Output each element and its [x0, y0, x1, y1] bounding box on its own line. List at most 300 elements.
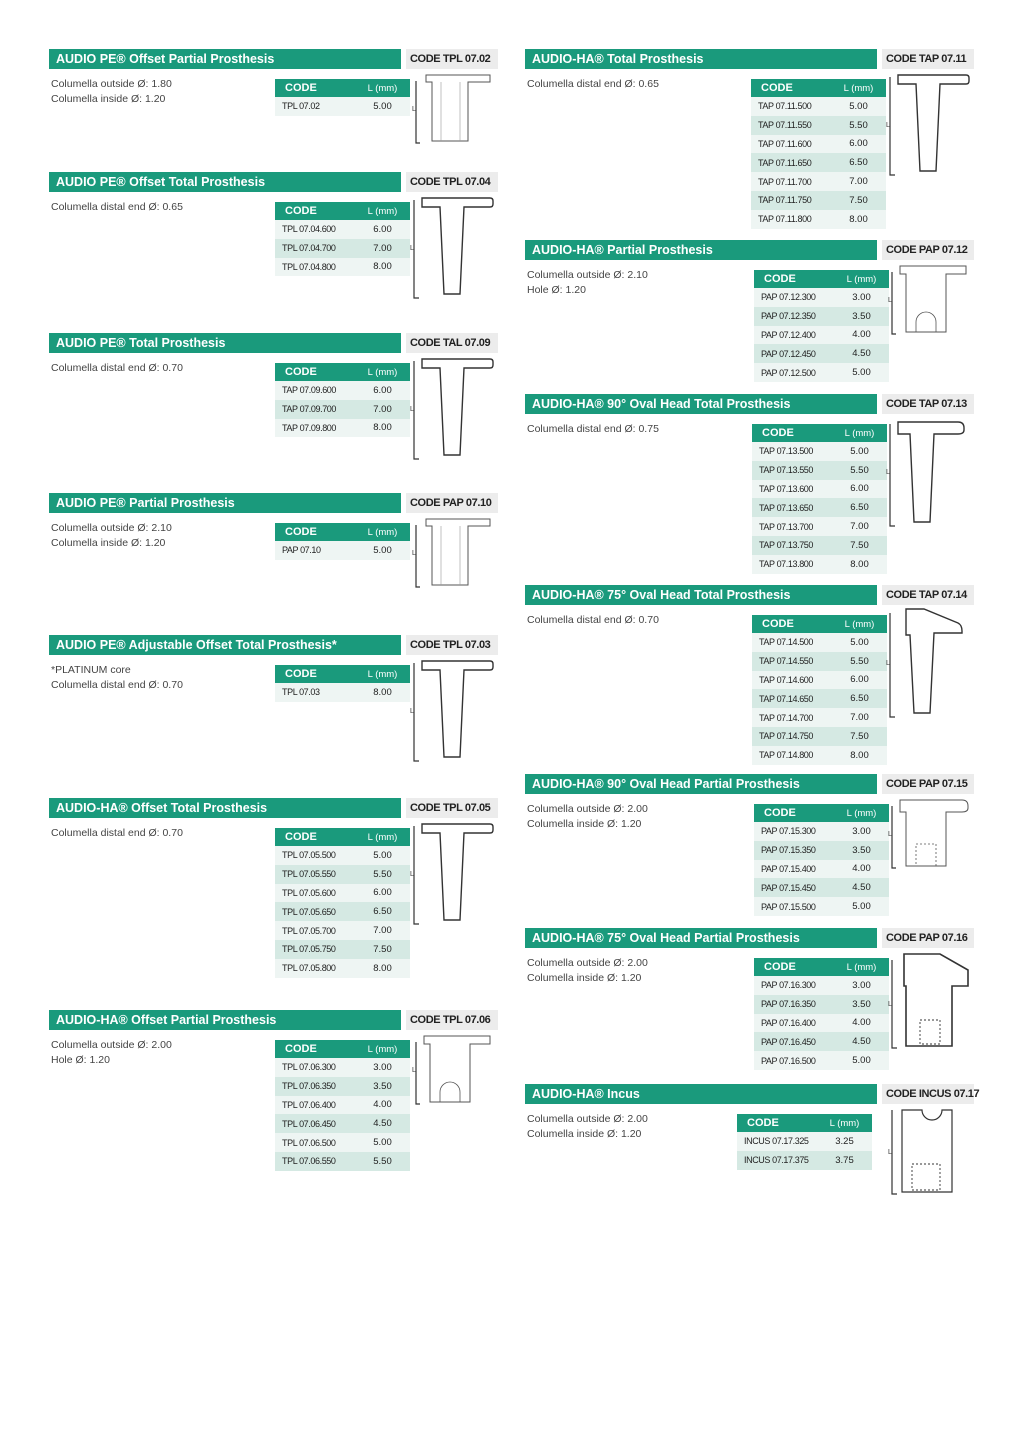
description-line: Columella distal end Ø: 0.65 — [527, 78, 659, 90]
product-code-cell: TPL 07.06.550 — [275, 1152, 355, 1171]
table-row — [754, 841, 889, 860]
description-line: Hole Ø: 1.20 — [527, 283, 586, 296]
table-row — [275, 239, 410, 258]
section-title: AUDIO PE® Total Prosthesis — [49, 333, 401, 353]
partial-hole-prosthesis-drawing — [406, 1032, 498, 1112]
code-length-table — [752, 615, 887, 765]
section-title: AUDIO-HA® Partial Prosthesis — [525, 240, 877, 260]
table-row — [752, 536, 887, 555]
code-column-header: CODE — [275, 202, 355, 220]
product-code-cell: TPL 07.06.500 — [275, 1133, 355, 1152]
length-cell: 4.00 — [834, 326, 889, 345]
description-line: Columella distal end Ø: 0.75 — [527, 423, 659, 435]
length-cell: 6.00 — [355, 884, 410, 903]
length-column-header: L (mm) — [355, 79, 410, 97]
length-cell: 5.50 — [355, 865, 410, 884]
length-cell: 5.50 — [831, 116, 886, 135]
dimension-label: L — [412, 106, 416, 113]
code-length-table — [737, 1114, 872, 1170]
code-column-header: CODE — [752, 615, 832, 633]
length-cell: 5.00 — [832, 442, 887, 461]
code-column-header: CODE — [751, 79, 831, 97]
technical-drawing — [406, 194, 498, 306]
product-code-cell: PAP 07.10 — [275, 541, 355, 560]
code-length-table — [275, 202, 410, 276]
technical-drawing — [882, 1106, 974, 1196]
dimension-label: L — [886, 660, 890, 667]
technical-drawing — [406, 71, 498, 151]
table-row — [275, 381, 410, 400]
section-title: AUDIO PE® Adjustable Offset Total Prosthesis* — [49, 635, 401, 655]
product-code-cell: INCUS 07.17.375 — [737, 1151, 817, 1170]
dimension-label: L — [410, 406, 414, 413]
length-cell: 4.50 — [834, 1032, 889, 1051]
length-cell: 5.00 — [355, 1133, 410, 1152]
length-cell: 5.00 — [834, 363, 889, 382]
product-code-cell: TAP 07.11.650 — [751, 153, 831, 172]
length-cell: 7.50 — [832, 727, 887, 746]
length-column-header: L (mm) — [831, 79, 886, 97]
code-length-table — [754, 270, 889, 382]
dimension-label: L — [412, 550, 416, 557]
table-row — [754, 326, 889, 345]
length-cell: 3.75 — [817, 1151, 872, 1170]
table-row — [752, 498, 887, 517]
code-length-table — [275, 665, 410, 702]
code-column-header: CODE — [754, 958, 834, 976]
technical-drawing — [406, 657, 498, 769]
length-cell: 4.50 — [834, 344, 889, 363]
dimension-label: L — [888, 297, 892, 304]
technical-drawing — [406, 515, 498, 595]
description-line: Columella distal end Ø: 0.70 — [51, 827, 183, 839]
dimension-label: L — [412, 1067, 416, 1074]
table-row — [754, 1014, 889, 1033]
total-prosthesis-drawing — [406, 820, 498, 932]
product-code-cell: PAP 07.16.350 — [754, 995, 834, 1014]
description-line: Columella inside Ø: 1.20 — [527, 817, 642, 830]
product-code-cell: TAP 07.14.500 — [752, 633, 832, 652]
product-code-cell: TAP 07.09.600 — [275, 381, 355, 400]
product-code-cell: PAP 07.16.400 — [754, 1014, 834, 1033]
table-row — [752, 671, 887, 690]
partial-prosthesis-drawing — [406, 515, 498, 595]
length-cell: 7.00 — [355, 921, 410, 940]
technical-drawing — [406, 820, 498, 932]
length-cell: 4.50 — [355, 1114, 410, 1133]
dimension-label: L — [888, 831, 892, 838]
product-code-cell: TAP 07.14.600 — [752, 671, 832, 690]
section-code: CODE TPL 07.05 — [406, 798, 498, 818]
table-row — [754, 307, 889, 326]
section-title: AUDIO-HA® Incus — [525, 1084, 877, 1104]
product-code-cell: TAP 07.11.500 — [751, 97, 831, 116]
section-code: CODE INCUS 07.17 — [882, 1084, 974, 1104]
table-row — [752, 517, 887, 536]
section-description — [527, 613, 659, 628]
product-code-cell: PAP 07.12.350 — [754, 307, 834, 326]
table-row — [275, 846, 410, 865]
section-description — [51, 663, 183, 692]
description-line: Columella distal end Ø: 0.65 — [51, 201, 183, 213]
section-title: AUDIO PE® Offset Partial Prosthesis — [49, 49, 401, 69]
section-description — [51, 521, 172, 550]
table-row — [275, 97, 410, 116]
section-description — [51, 77, 172, 106]
length-cell: 6.00 — [355, 381, 410, 400]
product-code-cell: TPL 07.05.800 — [275, 959, 355, 978]
length-cell: 4.00 — [355, 1096, 410, 1115]
length-cell: 3.00 — [355, 1058, 410, 1077]
code-column-header: CODE — [275, 523, 355, 541]
product-code-cell: PAP 07.16.500 — [754, 1051, 834, 1070]
table-row — [751, 116, 886, 135]
table-row — [737, 1132, 872, 1151]
description-line: Columella inside Ø: 1.20 — [51, 536, 166, 549]
section-description — [51, 826, 183, 841]
section-description — [51, 200, 183, 215]
dimension-label: L — [410, 708, 414, 715]
product-code-cell: TAP 07.13.500 — [752, 442, 832, 461]
total-prosthesis-drawing — [406, 657, 498, 769]
table-row — [754, 288, 889, 307]
length-cell: 7.00 — [355, 239, 410, 258]
section-code: CODE TPL 07.04 — [406, 172, 498, 192]
description-line: Columella outside Ø: 2.00 — [527, 1113, 648, 1125]
product-code-cell: TAP 07.14.700 — [752, 708, 832, 727]
section-code: CODE PAP 07.10 — [406, 493, 498, 513]
table-row — [737, 1151, 872, 1170]
code-column-header: CODE — [275, 363, 355, 381]
product-code-cell: TPL 07.06.400 — [275, 1096, 355, 1115]
table-row — [275, 1133, 410, 1152]
length-cell: 8.00 — [355, 959, 410, 978]
section-code: CODE TPL 07.02 — [406, 49, 498, 69]
table-row — [751, 153, 886, 172]
code-column-header: CODE — [737, 1114, 817, 1132]
product-code-cell: PAP 07.12.450 — [754, 344, 834, 363]
length-cell: 5.00 — [355, 846, 410, 865]
table-row — [754, 897, 889, 916]
section-title: AUDIO PE® Partial Prosthesis — [49, 493, 401, 513]
technical-drawing — [406, 1032, 498, 1112]
product-code-cell: PAP 07.15.500 — [754, 897, 834, 916]
length-cell: 8.00 — [832, 555, 887, 574]
length-cell: 8.00 — [832, 746, 887, 765]
code-length-table — [275, 363, 410, 437]
section-code: CODE TAP 07.13 — [882, 394, 974, 414]
length-column-header: L (mm) — [834, 270, 889, 288]
partial-prosthesis-drawing — [406, 71, 498, 151]
description-line: Columella distal end Ø: 0.70 — [51, 362, 183, 374]
table-row — [275, 865, 410, 884]
section-title: AUDIO-HA® 90° Oval Head Partial Prosthesis — [525, 774, 877, 794]
length-cell: 5.00 — [834, 897, 889, 916]
dimension-label: L — [888, 1001, 892, 1008]
length-cell: 8.00 — [831, 210, 886, 229]
length-cell: 7.50 — [355, 940, 410, 959]
length-cell: 6.00 — [832, 480, 887, 499]
total-prosthesis-drawing — [406, 194, 498, 306]
product-code-cell: TAP 07.11.700 — [751, 172, 831, 191]
product-code-cell: TAP 07.13.650 — [752, 498, 832, 517]
code-length-table — [752, 424, 887, 574]
product-code-cell: TAP 07.09.700 — [275, 400, 355, 419]
description-line: Columella outside Ø: 1.80 — [51, 78, 172, 90]
product-code-cell: PAP 07.12.500 — [754, 363, 834, 382]
product-code-cell: PAP 07.15.350 — [754, 841, 834, 860]
code-length-table — [754, 958, 889, 1070]
description-line: Columella inside Ø: 1.20 — [527, 1127, 642, 1140]
product-code-cell: TPL 07.05.700 — [275, 921, 355, 940]
length-column-header: L (mm) — [355, 828, 410, 846]
table-row — [751, 191, 886, 210]
table-row — [754, 822, 889, 841]
length-column-header: L (mm) — [834, 804, 889, 822]
product-code-cell: TPL 07.06.450 — [275, 1114, 355, 1133]
description-line: Columella distal end Ø: 0.70 — [51, 678, 183, 691]
section-description — [527, 77, 659, 92]
table-row — [275, 959, 410, 978]
table-row — [275, 1096, 410, 1115]
length-cell: 4.00 — [834, 860, 889, 879]
dimension-label: L — [888, 1149, 892, 1156]
length-cell: 6.00 — [355, 220, 410, 239]
technical-drawing — [882, 262, 974, 342]
length-cell: 5.00 — [832, 633, 887, 652]
length-column-header: L (mm) — [355, 363, 410, 381]
table-row — [754, 878, 889, 897]
code-column-header: CODE — [754, 804, 834, 822]
length-cell: 6.50 — [355, 902, 410, 921]
length-cell: 3.00 — [834, 288, 889, 307]
table-row — [752, 461, 887, 480]
product-code-cell: TAP 07.13.550 — [752, 461, 832, 480]
length-cell: 3.25 — [817, 1132, 872, 1151]
table-row — [751, 135, 886, 154]
product-code-cell: PAP 07.16.300 — [754, 976, 834, 995]
total-prosthesis-drawing — [882, 71, 974, 183]
length-column-header: L (mm) — [355, 665, 410, 683]
code-length-table — [275, 1040, 410, 1171]
product-code-cell: TPL 07.06.350 — [275, 1077, 355, 1096]
product-code-cell: PAP 07.15.400 — [754, 860, 834, 879]
code-length-table — [751, 79, 886, 229]
incus-drawing — [882, 1106, 974, 1196]
description-line: Columella outside Ø: 2.10 — [51, 522, 172, 534]
section-title: AUDIO PE® Offset Total Prosthesis — [49, 172, 401, 192]
product-code-cell: TAP 07.14.800 — [752, 746, 832, 765]
length-cell: 5.50 — [832, 652, 887, 671]
partial-hole-prosthesis-drawing — [882, 262, 974, 342]
product-code-cell: TPL 07.04.800 — [275, 258, 355, 277]
product-code-cell: TPL 07.02 — [275, 97, 355, 116]
table-row — [752, 442, 887, 461]
section-code: CODE PAP 07.15 — [882, 774, 974, 794]
product-code-cell: TAP 07.14.550 — [752, 652, 832, 671]
table-row — [754, 1032, 889, 1051]
table-row — [275, 419, 410, 438]
dimension-label: L — [886, 122, 890, 129]
table-row — [754, 976, 889, 995]
product-code-cell: TAP 07.11.750 — [751, 191, 831, 210]
table-row — [275, 258, 410, 277]
table-row — [754, 1051, 889, 1070]
table-row — [751, 210, 886, 229]
length-cell: 6.50 — [832, 689, 887, 708]
table-row — [754, 344, 889, 363]
length-cell: 5.50 — [355, 1152, 410, 1171]
technical-drawing — [882, 950, 974, 1050]
table-row — [754, 860, 889, 879]
code-column-header: CODE — [275, 828, 355, 846]
table-row — [275, 541, 410, 560]
section-code: CODE TAP 07.14 — [882, 585, 974, 605]
product-code-cell: TAP 07.14.650 — [752, 689, 832, 708]
description-line: Columella outside Ø: 2.00 — [527, 803, 648, 815]
length-column-header: L (mm) — [832, 615, 887, 633]
section-code: CODE PAP 07.16 — [882, 928, 974, 948]
dimension-label: L — [410, 871, 414, 878]
code-length-table — [275, 523, 410, 560]
length-cell: 8.00 — [355, 419, 410, 438]
table-row — [752, 727, 887, 746]
length-cell: 6.50 — [831, 153, 886, 172]
total-prosthesis-drawing — [406, 355, 498, 467]
table-row — [275, 220, 410, 239]
product-code-cell: PAP 07.12.300 — [754, 288, 834, 307]
code-column-header: CODE — [275, 665, 355, 683]
description-line: Columella outside Ø: 2.10 — [527, 269, 648, 281]
length-cell: 6.00 — [832, 671, 887, 690]
dimension-label: L — [410, 245, 414, 252]
table-row — [751, 97, 886, 116]
length-cell: 3.50 — [355, 1077, 410, 1096]
section-title: AUDIO-HA® 75° Oval Head Total Prosthesis — [525, 585, 877, 605]
section-title: AUDIO-HA® 75° Oval Head Partial Prosthesis — [525, 928, 877, 948]
technical-drawing — [882, 416, 974, 528]
code-column-header: CODE — [275, 79, 355, 97]
code-column-header: CODE — [754, 270, 834, 288]
table-row — [275, 884, 410, 903]
oval-75-head-total-drawing — [882, 607, 974, 719]
section-description — [527, 422, 659, 437]
length-cell: 7.00 — [355, 400, 410, 419]
length-cell: 3.50 — [834, 307, 889, 326]
section-description — [51, 1038, 172, 1067]
length-cell: 3.00 — [834, 976, 889, 995]
product-code-cell: TPL 07.05.750 — [275, 940, 355, 959]
description-line: Columella outside Ø: 2.00 — [527, 957, 648, 969]
code-column-header: CODE — [752, 424, 832, 442]
table-row — [752, 708, 887, 727]
length-cell: 5.00 — [831, 97, 886, 116]
table-row — [275, 1058, 410, 1077]
length-cell: 5.00 — [355, 97, 410, 116]
section-code: CODE TPL 07.03 — [406, 635, 498, 655]
length-cell: 4.50 — [834, 878, 889, 897]
product-code-cell: TAP 07.13.700 — [752, 517, 832, 536]
code-length-table — [275, 828, 410, 978]
section-description — [527, 802, 648, 831]
section-description — [527, 956, 648, 985]
length-cell: 3.50 — [834, 995, 889, 1014]
description-line: *PLATINUM core — [51, 664, 131, 676]
code-length-table — [754, 804, 889, 916]
product-code-cell: TAP 07.09.800 — [275, 419, 355, 438]
table-row — [752, 746, 887, 765]
product-code-cell: TAP 07.11.800 — [751, 210, 831, 229]
length-cell: 3.00 — [834, 822, 889, 841]
length-column-header: L (mm) — [355, 202, 410, 220]
length-cell: 5.50 — [832, 461, 887, 480]
length-cell: 8.00 — [355, 258, 410, 277]
product-code-cell: TAP 07.14.750 — [752, 727, 832, 746]
length-cell: 8.00 — [355, 683, 410, 702]
oval-head-total-drawing — [882, 416, 974, 528]
product-code-cell: TPL 07.04.700 — [275, 239, 355, 258]
length-cell: 5.00 — [834, 1051, 889, 1070]
product-code-cell: TAP 07.13.800 — [752, 555, 832, 574]
table-row — [275, 400, 410, 419]
section-title: AUDIO-HA® Offset Total Prosthesis — [49, 798, 401, 818]
code-column-header: CODE — [275, 1040, 355, 1058]
length-column-header: L (mm) — [832, 424, 887, 442]
product-code-cell: TAP 07.11.600 — [751, 135, 831, 154]
description-line: Columella inside Ø: 1.20 — [51, 92, 166, 105]
length-cell: 6.50 — [832, 498, 887, 517]
product-code-cell: TAP 07.11.550 — [751, 116, 831, 135]
table-row — [275, 902, 410, 921]
technical-drawing — [406, 355, 498, 467]
table-row — [754, 363, 889, 382]
table-row — [752, 652, 887, 671]
description-line: Columella inside Ø: 1.20 — [527, 971, 642, 984]
table-row — [275, 1077, 410, 1096]
length-column-header: L (mm) — [355, 523, 410, 541]
description-line: Columella outside Ø: 2.00 — [51, 1039, 172, 1051]
technical-drawing — [882, 71, 974, 183]
section-code: CODE TAL 07.09 — [406, 333, 498, 353]
table-row — [751, 172, 886, 191]
product-code-cell: TAP 07.13.750 — [752, 536, 832, 555]
table-row — [275, 1114, 410, 1133]
table-row — [752, 555, 887, 574]
technical-drawing — [882, 607, 974, 719]
table-row — [275, 1152, 410, 1171]
length-cell: 4.00 — [834, 1014, 889, 1033]
section-title: AUDIO-HA® Offset Partial Prosthesis — [49, 1010, 401, 1030]
description-line: Columella distal end Ø: 0.70 — [527, 614, 659, 626]
product-code-cell: TPL 07.04.600 — [275, 220, 355, 239]
oval-75-head-partial-drawing — [882, 950, 974, 1050]
oval-head-partial-drawing — [882, 796, 974, 876]
section-code: CODE TAP 07.11 — [882, 49, 974, 69]
product-code-cell: PAP 07.15.300 — [754, 822, 834, 841]
product-code-cell: PAP 07.16.450 — [754, 1032, 834, 1051]
table-row — [752, 480, 887, 499]
table-row — [754, 995, 889, 1014]
section-description — [527, 1112, 648, 1141]
length-cell: 7.00 — [831, 172, 886, 191]
section-description — [527, 268, 648, 297]
table-row — [752, 633, 887, 652]
dimension-label: L — [886, 469, 890, 476]
length-cell: 3.50 — [834, 841, 889, 860]
length-cell: 7.00 — [832, 708, 887, 727]
product-code-cell: TPL 07.05.650 — [275, 902, 355, 921]
table-row — [275, 940, 410, 959]
